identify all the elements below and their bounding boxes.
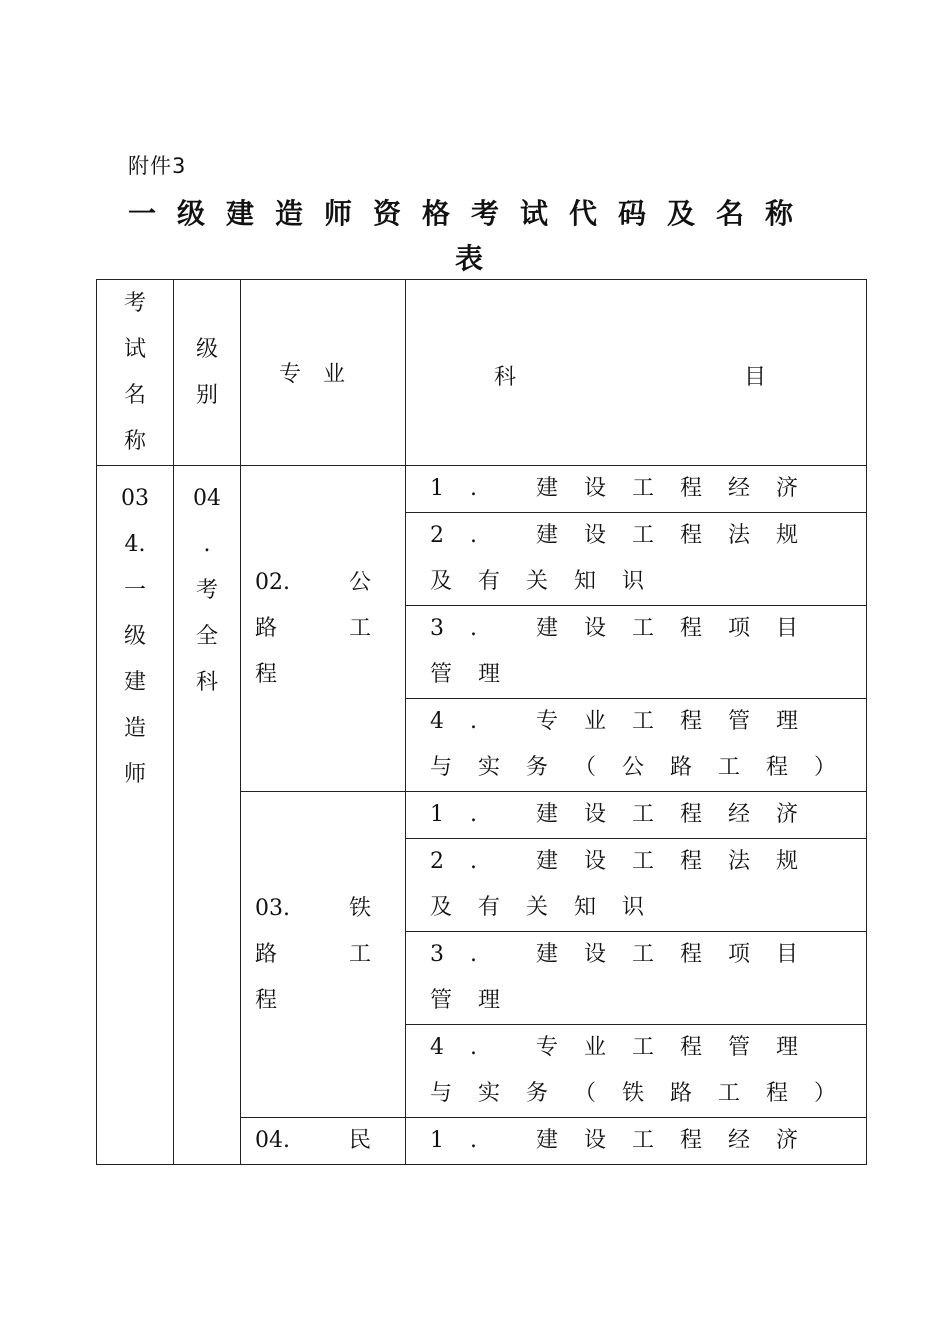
subject-cell: 2. 建设工程法规及有关知识 [406,513,867,606]
header-subject: 科 目 [406,280,867,466]
subject-cell: 3. 建设工程项目管理 [406,606,867,699]
subject-cell: 1. 建设工程经济 [406,466,867,513]
major-cell-railway: 03. 铁 路 工 程 [241,792,406,1118]
table-header-row [97,280,867,466]
header-major: 专业 [241,280,406,466]
exam-code-cell: 03 4. 一 级 建 造 师 [97,466,174,1165]
major-cell-civil: 04. 民 [241,1118,406,1165]
header-exam-name: 考 试 名 称 [97,280,174,466]
subject-cell: 1. 建设工程经济 [406,792,867,839]
major-cell-highway: 02. 公 路 工 程 [241,466,406,792]
attachment-label: 附件3 [128,154,187,178]
header-level: 级 别 [174,280,241,466]
subject-cell: 4. 专业工程管理与实务（铁路工程） [406,1025,867,1118]
subject-cell: 2. 建设工程法规及有关知识 [406,839,867,932]
document-title-continued: 表 [455,242,484,275]
document-title: 一级建造师资格考试代码及名称 [128,197,815,230]
subject-cell: 4. 专业工程管理与实务（公路工程） [406,699,867,792]
table-row [97,466,867,513]
subject-cell: 3. 建设工程项目管理 [406,932,867,1025]
subject-cell: 1. 建设工程经济 [406,1118,867,1165]
level-cell: 04 . 考 全 科 [174,466,241,1165]
exam-code-table [96,279,867,1165]
